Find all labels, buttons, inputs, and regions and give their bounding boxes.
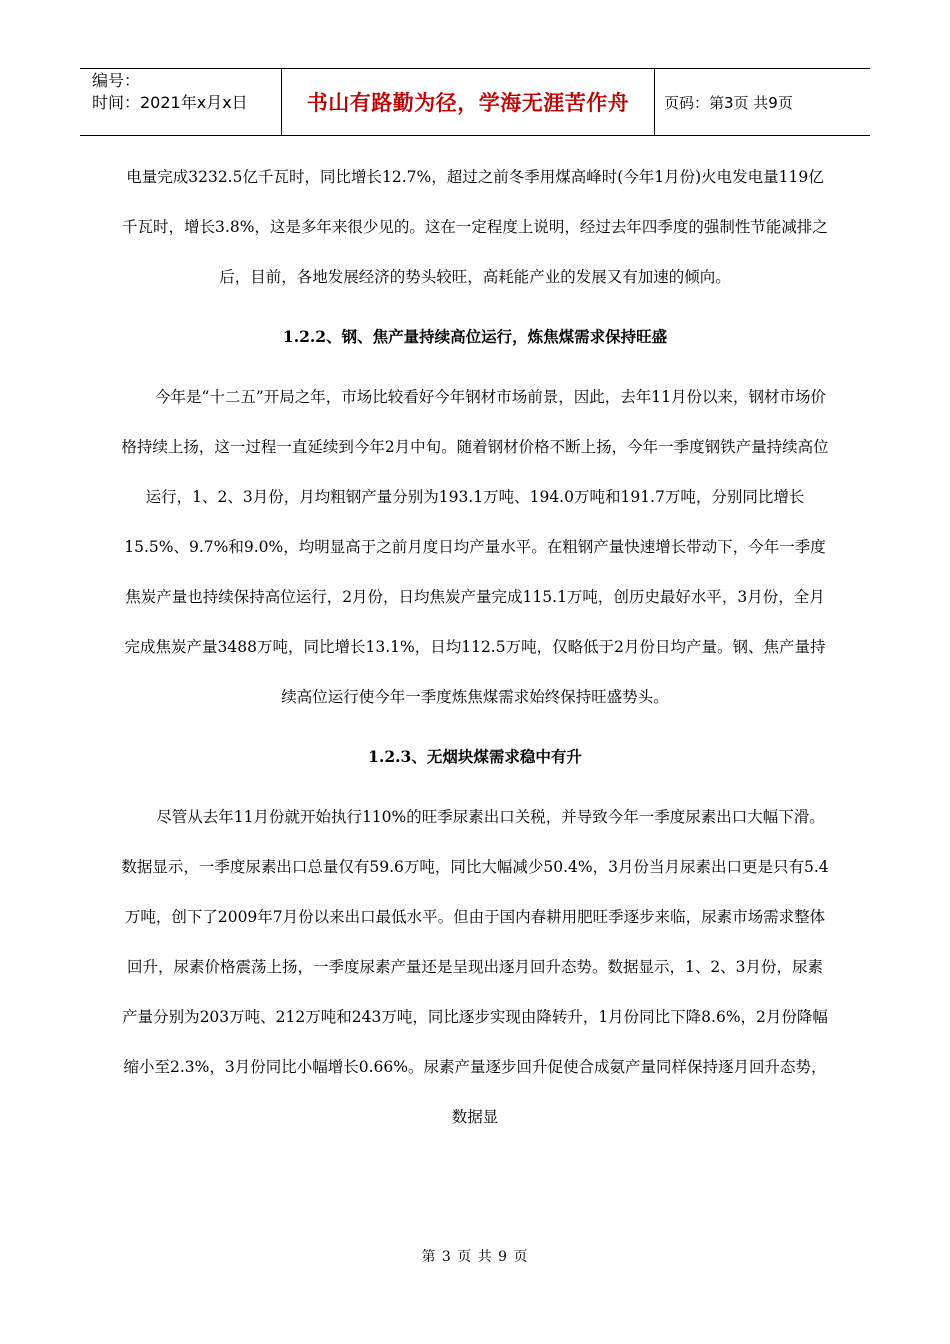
- section-heading-1-2-2: 1.2.2、钢、焦产量持续高位运行，炼焦煤需求保持旺盛: [282, 327, 668, 346]
- header-divider-right: [654, 68, 655, 136]
- paragraph-power-generation: 电量完成3232.5亿千瓦时，同比增长12.7%，超过之前冬季用煤高峰时(今年1月份)火电发电量119亿千瓦时，增长3.8%，这是多年来很少见的。这在一定程度上说明，经过去年四季度的强制性节能减排之后，目前，各地发展经济的势头较旺，高耗能产业的发展又有加速的倾向。: [122, 168, 828, 286]
- paragraph-steel-coke: 今年是“十二五”开局之年，市场比较看好今年钢材市场前景，因此，去年11月份以来，钢材市场价格持续上扬，这一过程一直延续到今年2月中旬。随着钢材价格不断上扬，今年一季度钢铁产量持续高位运行，1、2、3月份，月均粗钢产量分别为193.1万吨、194.0万吨和191.7万吨，分别同比增长15.5%、9.7%和9.0%，均明显高于之前月度日均产量水平。在粗钢产量快速增长带动下，今年一季度焦炭产量也持续保持高位运行，2月份，日均焦炭产量完成115.1万吨，创历史最好水平，3月份，全月完成焦炭产量3488万吨，同比增长13.1%，日均112.5万吨，仅略低于2月份日均产量。钢、焦产量持续高位运行使今年一季度炼焦煤需求始终保持旺盛势头。: [121, 388, 829, 706]
- document-date: 时间：2021年x月x日: [92, 93, 248, 112]
- document-number-label: 编号：: [92, 71, 141, 90]
- paragraph-anthracite-urea: 尽管从去年11月份就开始执行110%的旺季尿素出口关税，并导致今年一季度尿素出口大幅下滑。数据显示，一季度尿素出口总量仅有59.6万吨，同比大幅减少50.4%，3月份当月尿素出口更是只有5.4万吨，创下了2009年7月份以来出口最低水平。但由于国内春耕用肥旺季逐步来临，尿素市场需求整体回升，尿素价格震荡上扬，一季度尿素产量还是呈现出逐月回升态势。数据显示，1、2、3月份，尿素产量分别为203万吨、212万吨和243万吨，同比逐步实现由降转升，1月份同比下降8.6%，2月份降幅缩小至2.3%，3月份同比小幅增长0.66%。尿素产量逐步回升促使合成氨产量同样保持逐月回升态势，数据显: [121, 808, 829, 1126]
- header-motto: 书山有路勤为径，学海无涯苦作舟: [306, 91, 630, 115]
- section-heading-1-2-3: 1.2.3、无烟块煤需求稳中有升: [368, 747, 582, 766]
- document-body: [120, 152, 830, 1142]
- page-footer: 第 3 页 共 9 页: [421, 1249, 529, 1265]
- header-meta: [92, 70, 248, 114]
- header-page-info: 页码：第3页 共9页: [664, 93, 793, 112]
- page-header: [80, 68, 870, 136]
